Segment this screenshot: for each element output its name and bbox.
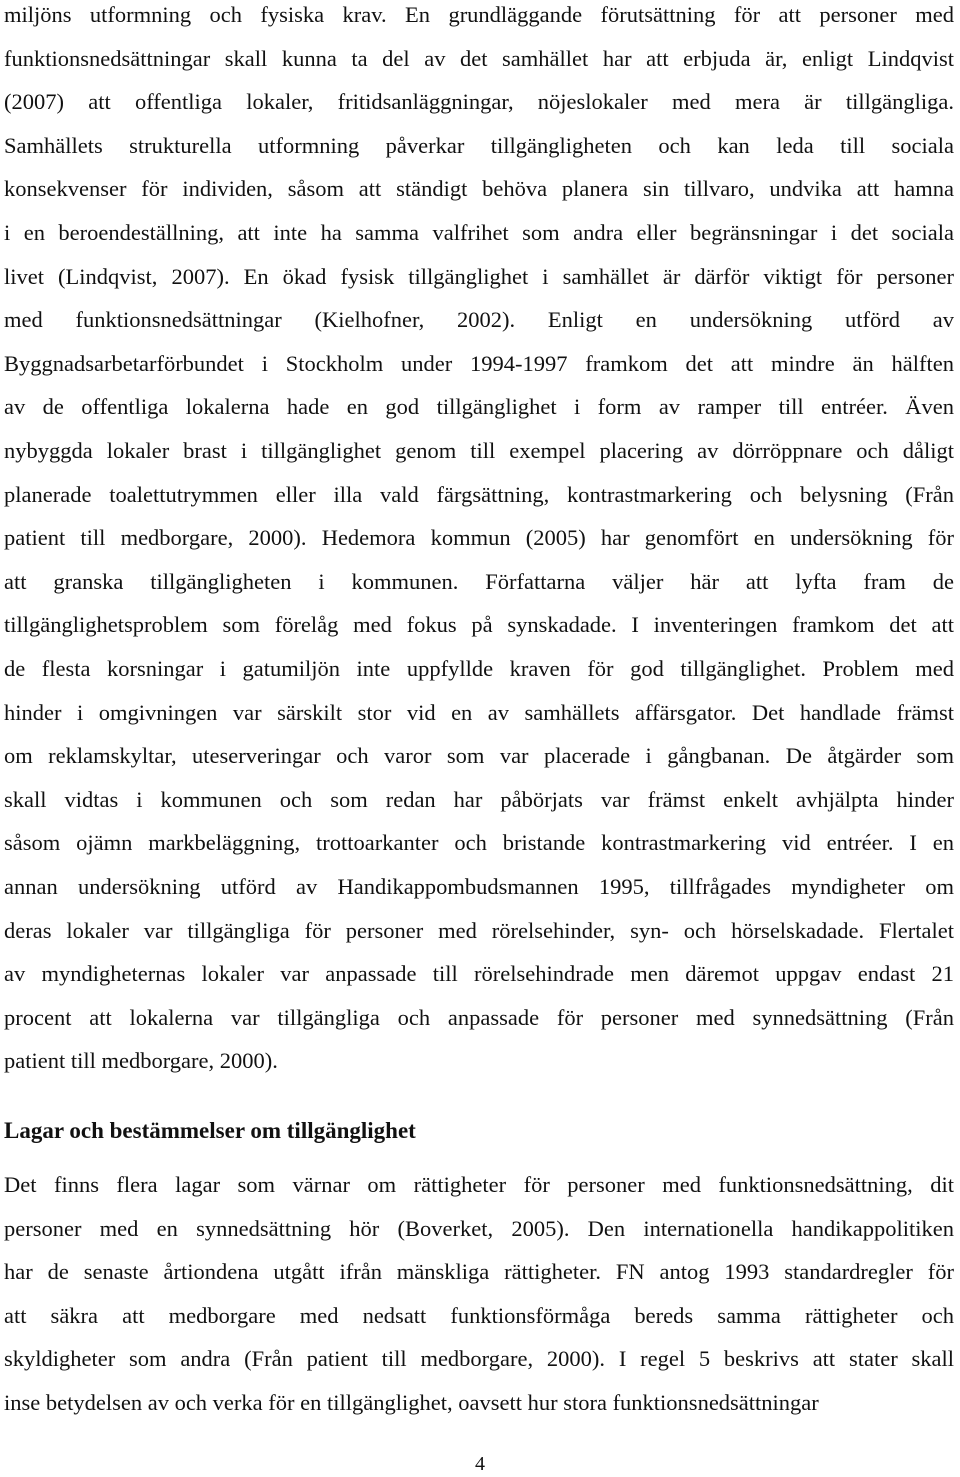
text-line: planerade toalettutrymmen eller illa vald färgsättning, kontrastmarkering och belysning (Från <box>4 481 954 507</box>
text-line: patient till medborgare, 2000). Hedemora kommun (2005) har genomfört en undersökning för <box>4 525 954 551</box>
text-line: (2007) att offentliga lokaler, fritidsanläggningar, nöjeslokaler med mera är tillgängliga. <box>4 89 954 115</box>
text-line: inse betydelsen av och verka för en tillgänglighet, oavsett hur stora funktionsnedsättningar <box>4 1390 819 1415</box>
text-line: om reklamskyltar, uteserveringar och varor som var placerade i gångbanan. De åtgärder som <box>4 743 954 769</box>
text-line: procent att lokalerna var tillgängliga och anpassade för personer med synnedsättning (Från <box>4 1004 954 1030</box>
text-line: med funktionsnedsättningar (Kielhofner, 2002). Enligt en undersökning utförd av <box>4 307 954 333</box>
text-line: annan undersökning utförd av Handikappombudsmannen 1995, tillfrågades myndigheter om <box>4 874 954 899</box>
text-line: nybyggda lokaler brast i tillgänglighet genom till exempel placering av dörröppnare och dåligt <box>4 438 954 463</box>
text-line: funktionsnedsättningar skall kunna ta del av det samhället har att erbjuda är, enligt Lindqvist <box>4 45 954 71</box>
text-line: Samhällets strukturella utformning påverkar tillgängligheten och kan leda till sociala <box>4 132 954 158</box>
text-line: Det finns flera lagar som värnar om rättigheter för personer med funktionsnedsättning, dit <box>4 1172 954 1197</box>
text-line: patient till medborgare, 2000). <box>4 1048 278 1074</box>
text-line: de flesta korsningar i gatumiljön inte uppfyllde kraven för god tillgänglighet. Problem med <box>4 656 954 681</box>
text-line: av myndigheternas lokaler var anpassade till rörelsehindrade men däremot uppgav endast 21 <box>4 961 954 987</box>
text-line: tillgänglighetsproblem som förelåg med fokus på synskadade. I inventeringen framkom det att <box>4 612 954 638</box>
page-number: 4 <box>475 1453 485 1475</box>
text-line: skall vidtas i kommunen och som redan har påbörjats var främst enkelt avhjälpta hinder <box>4 786 954 812</box>
text-line: av de offentliga lokalerna hade en god tillgänglighet i form av ramper till entréer. Även <box>4 394 954 420</box>
text-line: har de senaste årtiondena utgått ifrån mänskliga rättigheter. FN antog 1993 standardregler för <box>4 1259 954 1285</box>
text-line: att granska tillgängligheten i kommunen. Författarna väljer här att lyfta fram de <box>4 568 954 594</box>
text-line: skyldigheter som andra (Från patient till medborgare, 2000). I regel 5 beskrivs att stater skall <box>4 1346 954 1372</box>
text-line: i en beroendeställning, att inte ha samma valfrihet som andra eller begränsningar i det sociala <box>4 220 954 245</box>
text-line: konsekvenser för individen, såsom att ständigt behöva planera sin tillvaro, undvika att hamna <box>4 176 954 202</box>
text-line: att säkra att medborgare med nedsatt funktionsförmåga bereds samma rättigheter och <box>4 1302 954 1328</box>
text-line: personer med en synnedsättning hör (Boverket, 2005). Den internationella handikappolitiken <box>4 1215 954 1241</box>
text-line: miljöns utformning och fysiska krav. En grundläggande förutsättning för att personer med <box>4 2 954 27</box>
section-heading: Lagar och bestämmelser om tillgänglighet <box>4 1118 416 1143</box>
text-line: livet (Lindqvist, 2007). En ökad fysisk tillgänglighet i samhället är därför viktigt för personer <box>4 263 954 289</box>
text-line: Byggnadsarbetarförbundet i Stockholm under 1994-1997 framkom det att mindre än hälften <box>4 350 954 376</box>
text-line: såsom ojämn markbeläggning, trottoarkanter och bristande kontrastmarkering vid entréer. I en <box>4 830 954 856</box>
text-line: deras lokaler var tillgängliga för personer med rörelsehinder, syn- och hörselskadade. Flertalet <box>4 917 954 943</box>
text-line: hinder i omgivningen var särskilt stor vid en av samhällets affärsgator. Det handlade främst <box>4 699 954 725</box>
